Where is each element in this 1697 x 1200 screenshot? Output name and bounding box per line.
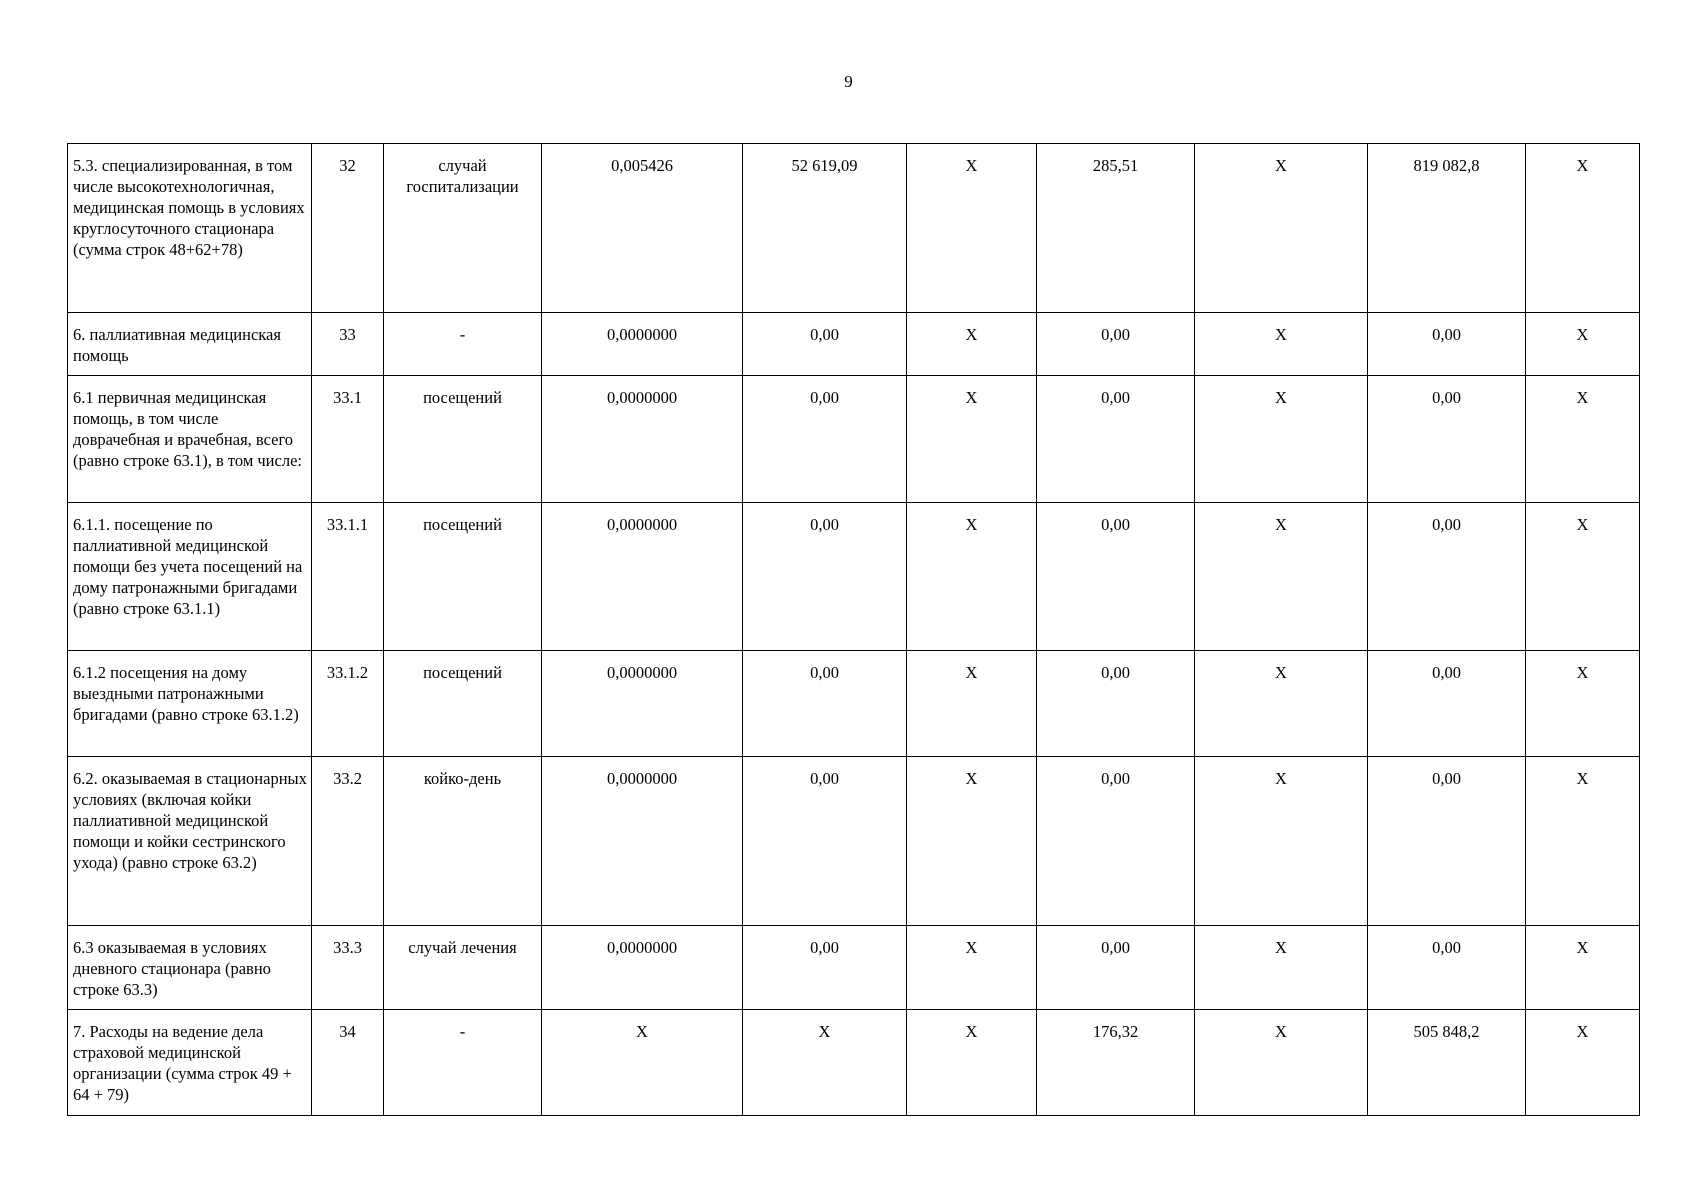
row-unit-cell: случай госпитализации (384, 144, 542, 313)
row-value-cell: 0,00 (1037, 757, 1195, 926)
row-value-cell: 0,0000000 (542, 926, 743, 1010)
row-value-cell: Х (1526, 313, 1640, 376)
row-value-cell: Х (1195, 376, 1368, 503)
row-value-cell: 0,00 (1368, 757, 1526, 926)
row-value-cell: 505 848,2 (1368, 1010, 1526, 1116)
row-value-cell: Х (907, 926, 1037, 1010)
row-value-cell: Х (1195, 503, 1368, 651)
row-value-cell: 0,00 (1368, 376, 1526, 503)
row-line-cell: 32 (312, 144, 384, 313)
row-value-cell: 0,0000000 (542, 503, 743, 651)
table-row (68, 757, 1640, 926)
row-value-cell: Х (907, 651, 1037, 757)
row-line-cell: 33.1.2 (312, 651, 384, 757)
row-unit-cell: - (384, 1010, 542, 1116)
row-line-cell: 34 (312, 1010, 384, 1116)
row-line-cell: 33 (312, 313, 384, 376)
row-value-cell: Х (743, 1010, 907, 1116)
row-value-cell: Х (1526, 651, 1640, 757)
table-row (68, 503, 1640, 651)
table-row (68, 144, 1640, 313)
row-value-cell: 0,00 (1037, 376, 1195, 503)
row-value-cell: Х (907, 313, 1037, 376)
row-value-cell: 0,00 (1037, 313, 1195, 376)
row-line-cell: 33.1.1 (312, 503, 384, 651)
row-value-cell: 0,00 (1368, 503, 1526, 651)
page-number: 9 (844, 72, 853, 91)
row-value-cell: 0,00 (1037, 503, 1195, 651)
row-value-cell: Х (1526, 376, 1640, 503)
row-value-cell: Х (1526, 926, 1640, 1010)
table-row (68, 376, 1640, 503)
row-unit-cell: посещений (384, 376, 542, 503)
row-line-cell: 33.3 (312, 926, 384, 1010)
row-name-cell: 6.1.1. посещение по паллиативной медицинской помощи без учета посещений на дому патронажными бригадами (равно строке 63.1.1) (68, 503, 312, 651)
row-value-cell: Х (1195, 926, 1368, 1010)
row-value-cell: 0,00 (743, 376, 907, 503)
row-name-cell: 6.1 первичная медицинская помощь, в том числе доврачебная и врачебная, всего (равно строке 63.1), в том числе: (68, 376, 312, 503)
table-row (68, 651, 1640, 757)
row-value-cell: Х (1526, 144, 1640, 313)
row-value-cell: 0,0000000 (542, 313, 743, 376)
row-line-cell: 33.2 (312, 757, 384, 926)
row-value-cell: 0,00 (743, 926, 907, 1010)
row-value-cell: Х (907, 503, 1037, 651)
row-value-cell: Х (1526, 1010, 1640, 1116)
row-value-cell: Х (907, 376, 1037, 503)
row-unit-cell: посещений (384, 503, 542, 651)
row-value-cell: Х (907, 144, 1037, 313)
row-name-cell: 6.2. оказываемая в стационарных условиях (включая койки паллиативной медицинской помощи и койки сестринского ухода) (равно строке 63.2) (68, 757, 312, 926)
row-value-cell: Х (1195, 1010, 1368, 1116)
row-value-cell: Х (907, 1010, 1037, 1116)
row-value-cell: Х (1195, 313, 1368, 376)
row-value-cell: 0,0000000 (542, 651, 743, 757)
row-value-cell: Х (1195, 757, 1368, 926)
row-value-cell: 0,0000000 (542, 376, 743, 503)
row-value-cell: 0,00 (1368, 651, 1526, 757)
row-value-cell: 0,00 (743, 651, 907, 757)
row-value-cell: Х (907, 757, 1037, 926)
row-value-cell: 0,0000000 (542, 757, 743, 926)
row-unit-cell: случай лечения (384, 926, 542, 1010)
row-name-cell: 6.3 оказываемая в условиях дневного стационара (равно строке 63.3) (68, 926, 312, 1010)
row-value-cell: Х (1526, 757, 1640, 926)
row-value-cell: 0,00 (743, 313, 907, 376)
row-name-cell: 7. Расходы на ведение дела страховой медицинской организации (сумма строк 49 + 64 + 79) (68, 1010, 312, 1116)
row-name-cell: 5.3. специализированная, в том числе высокотехнологичная, медицинская помощь в условиях круглосуточного стационара (сумма строк 48+62+78) (68, 144, 312, 313)
row-unit-cell: посещений (384, 651, 542, 757)
row-value-cell: 0,005426 (542, 144, 743, 313)
row-name-cell: 6.1.2 посещения на дому выездными патронажными бригадами (равно строке 63.1.2) (68, 651, 312, 757)
table-row (68, 1010, 1640, 1116)
row-unit-cell: койко-день (384, 757, 542, 926)
row-value-cell: 285,51 (1037, 144, 1195, 313)
row-value-cell: 0,00 (743, 757, 907, 926)
row-name-cell: 6. паллиативная медицинская помощь (68, 313, 312, 376)
row-value-cell: 0,00 (743, 503, 907, 651)
row-value-cell: Х (1195, 651, 1368, 757)
table-row (68, 926, 1640, 1010)
row-value-cell: Х (542, 1010, 743, 1116)
table-row (68, 313, 1640, 376)
row-value-cell: 0,00 (1037, 651, 1195, 757)
row-value-cell: Х (1195, 144, 1368, 313)
row-value-cell: 819 082,8 (1368, 144, 1526, 313)
row-value-cell: 0,00 (1037, 926, 1195, 1010)
row-unit-cell: - (384, 313, 542, 376)
row-value-cell: 176,32 (1037, 1010, 1195, 1116)
row-line-cell: 33.1 (312, 376, 384, 503)
row-value-cell: 52 619,09 (743, 144, 907, 313)
row-value-cell: 0,00 (1368, 926, 1526, 1010)
data-table (67, 143, 1640, 1116)
row-value-cell: Х (1526, 503, 1640, 651)
row-value-cell: 0,00 (1368, 313, 1526, 376)
